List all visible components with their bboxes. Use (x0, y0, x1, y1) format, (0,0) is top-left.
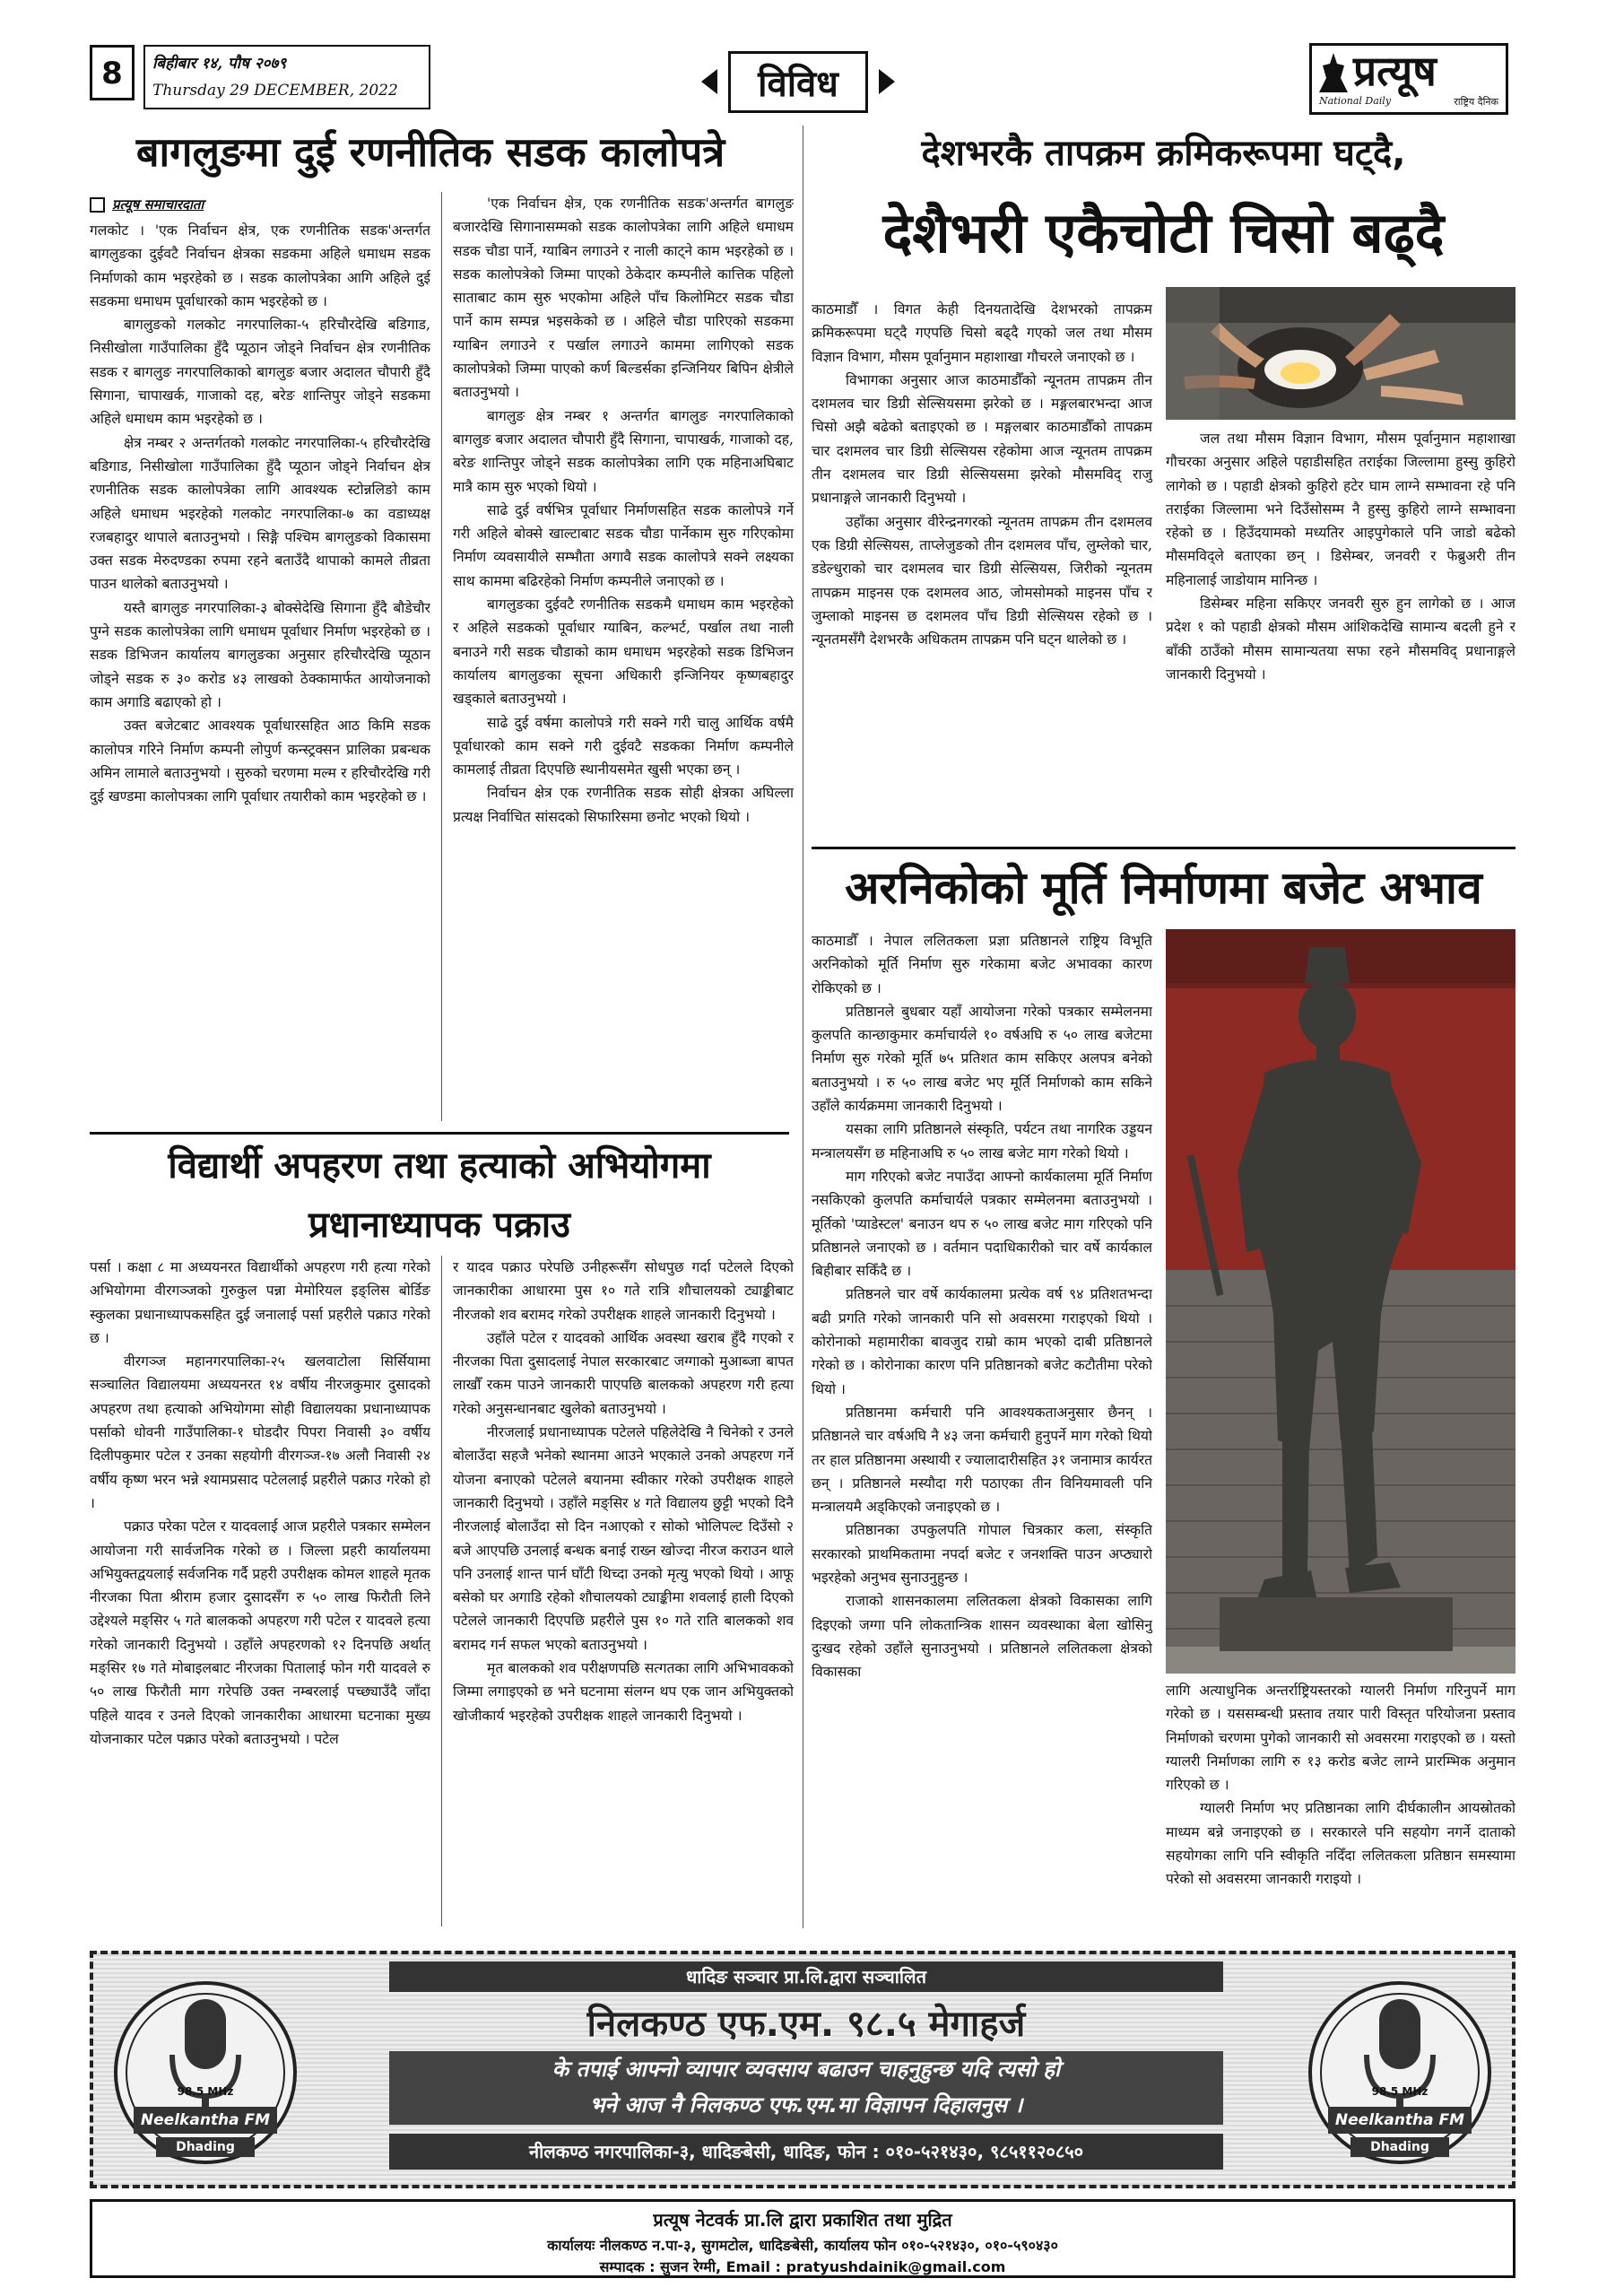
article3-kicker: देशभरकै तापक्रम क्रमिकरूपमा घट्दै, (921, 133, 1406, 174)
photo-fire-hands (1166, 287, 1515, 420)
publisher-footer (90, 2199, 1515, 2278)
logo-name: प्रत्यूष (1353, 47, 1437, 95)
paragraph: साढे दुई वर्षभित्र पूर्वाधार निर्माणसहित सडक कालोपत्रे गर्ने गरी अहिले बोक्से खाल्टाबाट सडक चौडा पार्नेकाम सुरु गरिएकोमा निर्माण व्यवसायीले सम्भौता अगावै सडक कालोपत्रे सक्ने लक्ष्यका साथ काममा बढिरहेको निर्माण कम्पनीले जनाएको छ । (453, 501, 794, 589)
paragraph: प्रतिष्ठानका उपकुलपति गोपाल चित्रकार कला, संस्कृति सरकारको प्राथमिकतामा नपर्दा बजेट र जनशक्ति पाउन अप्ठ्यारो भइरहेको अनुभव सुनाउनुहुन्छ । (812, 1522, 1152, 1587)
footer-publisher: प्रत्यूष नेटवर्क प्रा.लि द्वारा प्रकाशित तथा मुद्रित (653, 2209, 952, 2231)
article2-col2 (453, 1256, 794, 1926)
logo-freq: 98.5 MHz (177, 2085, 234, 2098)
paragraph: साढे दुई वर्षमा कालोपत्रे गरी सक्ने गरी चालु आर्थिक वर्षमै पूर्वाधारको काम सक्ने गरी दुईवटै सडकका निर्माण कम्पनीले कामलाई तीव्रता दिएपछि स्थानीयसमेत खुसी भएका छन् । (453, 714, 794, 778)
right-triangle-icon (879, 69, 895, 94)
logo-station-name: Neelkantha FM (1334, 2111, 1465, 2129)
neelkantha-fm-advertisement (90, 1951, 1515, 2188)
article2-top-rule (90, 1132, 789, 1135)
logo-station-name: Neelkantha FM (140, 2111, 271, 2129)
footer-office: कार्यालयः नीलकण्ठ न.पा-३, सुगमटोल, धादिङबेसी, कार्यालय फोन ०१०-५२१४३०, ०१०-५९०४३० (547, 2237, 1058, 2254)
byline-text: प्रत्यूष समाचारदाता (112, 196, 204, 213)
paragraph: विभागका अनुसार आज काठमाडौँको न्यूनतम तापक्रम तीन दशमलव चार डिग्री सेल्सियसमा झरेको छ । मङ्गलबारभन्दा आज चिसो अझै बढेको बताइएको छ । मङ्गलबार काठमाडौँको तापक्रम चार दशमलव चार डिग्री सेल्सियस रहेकोमा आज न्यूनतम तापक्रम तीन दशमलव चार डिग्री सेल्सियसमा झरेको मौसमविद् राजु प्रधानाङ्गले जानकारी दिनुभयो । (812, 371, 1152, 507)
logo-place: Dhading (176, 2140, 235, 2154)
paragraph: डिसेम्बर महिना सकिएर जनवरी सुरु हुन लागेको छ । आज प्रदेश १ को पहाडी क्षेत्रको मौसम आंशिकदेखि सामान्य बदली हुने र बाँकी ठाउँको मौसम सामान्यतया सफा रहने मौसमविद् प्रधानाङ्गले जानकारी दिनुभयो । (1166, 596, 1515, 683)
article3-headline: देशैभरी एकैचोटी चिसो बढ्दै (882, 200, 1445, 265)
paragraph: यसका लागि प्रतिष्ठानले संस्कृति, पर्यटन तथा नागरिक उड्डयन मन्त्रालयसँग छ महिनाअघि रु ५० लाख बजेट माग गरेको थियो । (812, 1121, 1152, 1161)
ad-message (389, 2051, 1223, 2125)
paragraph: उहाँले पटेल र यादवको आर्थिक अवस्था खराब हुँदै गएको र नीरजका पिता दुसादलाई नेपाल सरकारबाट जग्गाको मुआब्जा बापत लाखौँ रकम पाउने जानकारी पाएपछि बालकको अपहरण गरी हत्या गरेको अनुसन्धानबाट खुलेको बताउनुभयो । (453, 1329, 794, 1417)
neelkantha-logo-left (102, 1972, 308, 2174)
article1-credit (90, 196, 430, 213)
ad-message-line2: भने आज नै निलकण्ठ एफ.एम.मा विज्ञापन दिहालनुस । (589, 2092, 1023, 2118)
article2-col1 (90, 1256, 430, 1926)
column-divider (441, 1256, 442, 1926)
article2-headline-line2: प्रधानाध्यापक पक्राउ (308, 1205, 570, 1246)
ad-address: नीलकण्ठ नगरपालिका-३, धादिङबेसी, धादिङ, फोन : ०१०-५२१४३०, ९८५११२०८५० (389, 2134, 1223, 2170)
masthead-logo (1309, 43, 1508, 115)
paragraph: नीरजलाई प्रधानाध्यापक पटेलले पहिलेदेखि नै चिनेको र उनले बोलाउँदा सहजै भनेको स्थानमा आउने भएकाले उनको अपहरण गर्ने योजना बनाएको पटेलले बयानमा स्वीकार गरेको उपरीक्षक शाहले जानकारी दिनुभयो । उहाँले मङ्सिर ४ गते विद्यालय छुट्टी भएको दिनै नीरजलाई बोलाउँदा सो दिन नआएको र सोको भोलिपल्ट दिउँसो २ बजे आएपछि उनलाई बन्धक बनाई राख्न खोज्दा नीरज कराउन थाले पनि उनलाई शान्त पार्न घाँटी थिच्दा उनको मृत्यु भएको थियो । आफू बसेको घर अगाडि रहेको शौचालयको ट्याङ्कीमा शवलाई हाली दिएको पटेलले जानकारी दिएपछि प्रहरीले पुस १० गते राति बालकको शव बरामद गर्न सफल भएको बताउनुभयो । (453, 1424, 794, 1653)
article4-headline: अरनिकोको मूर्ति निर्माणमा बजेट अभाव (845, 862, 1482, 914)
paragraph: जल तथा मौसम विज्ञान विभाग, मौसम पूर्वानुमान महाशाखा गौचरका अनुसार अहिले पहाडीसहित तराईका जिल्लामा हुस्सु कुहिरो लागेको छ । पहाडी क्षेत्रको कुहिरो हटेर घाम लाग्ने सम्भावना रहे पनि तराईका जिल्लामा भने दिउँसोसम्म नै हुस्सु कुहिरो लाग्ने सम्भावना रहेको छ । हिउँदयामको मध्यतिर आइपुगेकाले पनि जाडो बढेको मौसमविद्ले बताएका छन् । डिसेम्बर, जनवरी र फेब्रुअरी तीन महिनालाई जाडोयाम मानिन्छ । (1166, 430, 1515, 588)
ad-title: निलकण्ठ एफ.एम. ९८.५ मेगाहर्ज (586, 2004, 1026, 2045)
left-triangle-icon (701, 69, 717, 94)
article4-top-rule (812, 847, 1515, 849)
byline-square-icon (90, 197, 105, 213)
paragraph: र यादव पक्राउ परेपछि उनीहरूसँग सोधपुछ गर्दा पटेलले दिएको जानकारीका आधारमा पुस १० गते रात्रि शौचालयको ट्याङ्कीबाट नीरजको शव बरामद गरेको उपरीक्षक शाहले जानकारी दिनुभयो । (453, 1259, 794, 1323)
paragraph: गलकोट । 'एक निर्वाचन क्षेत्र, एक रणनीतिक सडक'अन्तर्गत बागलुङका दुईवटै निर्वाचन क्षेत्रका सडकमा अहिले धमाधम सडक निर्माणको काम भइरहेको छ । सडक कालोपत्रेका आगि अहिले दुई सडकमा धमाधम पूर्वाधारको काम भइरहेको छ । (90, 222, 430, 309)
paragraph: बागलुङ क्षेत्र नम्बर १ अन्तर्गत बागलुङ नगरपालिकाको बागलुङ बजार अदालत चौपारी हुँदै सिगाना, चापाखर्क, गाजाको दह, बरेङ शान्तिपुर जोड्ने सडक कालोपत्रेका लागि एक महिनाअघिबाट मात्रै काम सुरु भएको थियो । (453, 407, 794, 495)
section-label: विविध (728, 51, 868, 113)
issue-date (143, 45, 430, 109)
hands-warming-photo (1166, 287, 1515, 420)
paragraph: मृत बालकको शव परीक्षणपछि सत्गतका लागि अभिभावकको जिम्मा लगाइएको छ भने घटनामा संलग्न थप एक जान अभियुक्तको खोजीकार्य भइरहेको उपरीक्षक शाहले जानकारी दिनुभयो । (453, 1660, 794, 1724)
paragraph: राजाको शासनकालमा ललितकला क्षेत्रको विकासका लागि दिइएको जग्गा पनि लोकतान्त्रिक शासन व्यवस्थाका बेला खोसिनु दुःखद रहेको उहाँले सुनाउनुभयो । प्रतिष्ठानले ललितकला क्षेत्रको विकासका (812, 1593, 1152, 1681)
paragraph: पक्राउ परेका पटेल र यादवलाई आज प्रहरीले पत्रकार सम्मेलन आयोजना गरी सार्वजनिक गरेको छ । जिल्ला प्रहरी कार्यालयमा अभियुक्तद्वयलाई सर्वजनिक गर्दै प्रहरी उपरीक्षक कोमल शाहले मृतक नीरजका पिता श्रीराम हजार दुसादसँग रु ५० लाख फिरौती लिने उद्देश्यले मङ्सिर ५ गते बालकको अपहरण गरी पटेल र यादवले हत्या गरेको जानकारी दिनुभयो । उहाँले अपहरणको १२ दिनपछि अर्थात् मङ्सिर १७ गते मोबाइलबाट नीरजका पितालाई फोन गरी यादवले रु ५० लाख फिरौती माग गरेपछि उक्त नम्बरलाई पच्छ्याउँदै जाँदा पहिले यादव र उनले दिएको जानकारीका आधारमा घटनाका मुख्य योजनाकार पटेल पक्राउ परेको बताउनुभयो । पटेल (90, 1518, 430, 1747)
article4-caption-text (1166, 1679, 1515, 1928)
logo-freq: 98.5 MHz (1371, 2085, 1429, 2098)
section-banner (664, 50, 933, 113)
photo-statue (1166, 929, 1515, 1674)
ad-operator: धादिङ सञ्चार प्रा.लि.द्वारा सञ्चालित (389, 1961, 1223, 1992)
article1-col2 (453, 192, 794, 1121)
page-number: 8 (90, 45, 135, 100)
paragraph: काठमाडौँ । नेपाल ललितकला प्रज्ञा प्रतिष्ठानले राष्ट्रिय विभूति अरनिकोको मूर्ति निर्माण सुरु गरेकामा बजेट अभावका कारण रोकिएको छ । (812, 933, 1152, 996)
caption-paragraph: ग्यालरी निर्माण भए प्रतिष्ठानका लागि दीर्घकालीन आयस्रोतको माध्यम बन्ने जनाइएको छ । सरकारले पनि सहयोग नगर्ने दाताको सहयोगका लागि पनि स्वीकृति नदिँदा ललितकला प्रतिष्ठान समस्यामा परेको सो अवसरमा जानकारी गराइयो । (1166, 1800, 1515, 1888)
paragraph: निर्वाचन क्षेत्र एक रणनीतिक सडक सोही क्षेत्रका अघिल्ला प्रत्यक्ष निर्वाचित सांसदको सिफारिसमा छनोट भएको थियो । (453, 785, 794, 825)
article3-col2 (1166, 427, 1515, 848)
article3-col1 (812, 298, 1152, 845)
ad-message-line1: के तपाई आफ्नो व्यापार व्यवसाय बढाउन चाहनुहुन्छ यदि त्यसो हो (551, 2057, 1061, 2082)
arniko-statue-photo (1166, 929, 1515, 1674)
logo-place: Dhading (1370, 2140, 1429, 2154)
paragraph: काठमाडौँ । विगत केही दिनयतादेखि देशभरको तापक्रम क्रमिकरूपमा घट्दै गएपछि चिसो बढ्दै गएको जल तथा मौसम विज्ञान विभाग, मौसम पूर्वानुमान महाशाखा गौचरले जनाएको छ । (812, 301, 1152, 365)
paragraph: पर्सा । कक्षा ८ मा अध्ययनरत विद्यार्थीको अपहरण गरी हत्या गरेको अभियोगमा वीरगञ्जको गुरुकुल पन्ना मेमोरियल इङ्लिस बोर्डिङ स्कुलका प्रधानाध्यापकसहित दुई जनालाई पर्सा प्रहरीले पक्राउ गरेको छ । (90, 1259, 430, 1346)
article1-headline: बागलुङमा दुई रणनीतिक सडक कालोपत्रे (135, 128, 725, 176)
neelkantha-logo-right (1297, 1972, 1503, 2174)
date-english: Thursday 29 DECEMBER, 2022 (152, 82, 398, 100)
footer-editor: सम्पादक : सुजन रेग्मी, Email : pratyushdainik@gmail.com (599, 2258, 1006, 2275)
paragraph: माग गरिएको बजेट नपाउँदा आफ्नो कार्यकालमा मूर्ति निर्माण नसकिएको कुलपति कर्माचार्यले पत्रकार सम्मेलनमा बताउनुभयो । मूर्तिको 'प्याडेस्टल' बनाउन थप रु ५० लाख बजेट माग गरिएको पनि प्रतिष्ठानले जनाएको छ । वर्तमान पदाधिकारीको चार वर्षे कार्यकाल बिहीबार सकिँदै छ । (812, 1168, 1152, 1280)
paragraph: उहाँका अनुसार वीरेन्द्रनगरको न्यूनतम तापक्रम तीन दशमलव एक डिग्री सेल्सियस, ताप्लेजुङको तीन दशमलव पाँच, लुम्लेको चार, डडेल्धुराको चार दशमलव चार डिग्री सेल्सियस, जिरीको न्यूनतम तापक्रम माइनस एक दशमलव आठ, जोमसोमको माइनस पाँच र जुम्लाको माइनस छ दशमलव पाँच डिग्री सेल्सियस रहेको छ । न्यूनतमसँगै देशभरकै अधिकतम तापक्रम पनि घट्न थालेको छ । (812, 513, 1152, 648)
column-divider (441, 192, 442, 1121)
paragraph: क्षेत्र नम्बर २ अन्तर्गतको गलकोट नगरपालिका-५ हरिचौरदेखि बडिगाड, निसीखोला गाउँपालिका हुँदै प्यूठान जोड्ने निर्वाचन क्षेत्र रणनीतिक सडक कालोपत्रेका लागि आवश्यक स्टोन्नलिङो काम अहिले धमाधम भइरहेको गलकोट नगरपालिका-७ का वडाध्यक्ष रजबहादुर थापाले बताउनुभयो । सिङ्गै पश्चिम बागलुङको विकासमा उक्त सडक मेरुदण्डका रुपमा रहने बताउँदै थापाको कामले तीव्रता पाउन थालेको बताउनुभयो । (90, 434, 430, 593)
paragraph: प्रतिष्ठानले बुधबार यहाँ आयोजना गरेको पत्रकार सम्मेलनमा कुलपति कान्छाकुमार कर्माचार्यले १० वर्षअघि रु ५० लाख बजेटमा निर्माण सुरु गरेको मूर्ति ७५ प्रतिशत काम सकिएर अलपत्र बनेको बताउनुभयो । रु ५० लाख बजेट भए मूर्ति निर्माणको काम सकिने उहाँले कार्यक्रममा जानकारी दिनुभयो । (812, 1003, 1152, 1115)
article1-col1 (90, 219, 430, 1121)
date-nepali: बिहीबार १४, पौष २०७९ (152, 55, 287, 73)
article2-headline-line1: विद्यार्थी अपहरण तथा हत्याको अभियोगमा (168, 1145, 711, 1187)
caption-paragraph: लागि अत्याधुनिक अन्तर्राष्ट्रियस्तरको ग्यालरी निर्माण गरिनुपर्ने माग गरेको छ । यससम्बन्धी प्रस्ताव तयार पारी विस्तृत परियोजना प्रस्ताव निर्माणको चरणमा पुगेको जानकारी सो अवसरमा गराइएको छ । यस्तो ग्यालरी निर्माणका लागि रु १३ करोड बजेट लाग्ने प्रारम्भिक अनुमान गरिएको छ । (1166, 1683, 1515, 1794)
paragraph: बागलुङको गलकोट नगरपालिका-५ हरिचौरदेखि बडिगाड, निसीखोला गाउँपालिका हुँदै प्यूठान जोड्ने निर्वाचन क्षेत्र रणनीतिक सडक र बागलुङ नगरपालिकाको बागलुङ बजार अदालत चौपारी हुँदै सिगाना, चापाखर्क, गाजाको दह, बरेङ शान्तिपुर जोड्ने सडकमा अहिले धमाधम काम भइरहेको छ । (90, 317, 430, 428)
paragraph: यस्तै बागलुङ नगरपालिका-३ बोक्सेदेखि सिगाना हुँदै बौडेचौर पुग्ने सडक कालोपत्रेका लागि धमाधम पूर्वाधार निर्माण भइरहेको छ । सडक डिभिजन कार्यालय बागलुङका अनुसार हरिचौरदेखि प्यूठान जोड्ने सडक रु ३० करोड ४३ लाखको ठेक्कामार्फत आयोजनाको काम अगाडि बढाएको हो । (90, 599, 430, 710)
article4-col1 (812, 929, 1152, 1928)
stupa-emblem-icon (1317, 51, 1350, 96)
paragraph: 'एक निर्वाचन क्षेत्र, एक रणनीतिक सडक'अन्तर्गत बागलुङ बजारदेखि सिगानासम्मको सडक कालोपत्रेका लागि अहिले धमाधम सडक चौडा पार्ने, ग्याबिन लगाउने र नाली काट्ने काम भइरहेको छ । सडक कालोपत्रेको जिम्मा पाएको ठेकेदार कम्पनीले कात्तिक पहिलो साताबाट काम सुरु भएकोमा अहिले पाँच किलोमिटर सडक चौडा पार्ने काम सम्पन्न भइसकेको छ । अहिले चौडा पारिएको सडकमा ग्याबिन लगाउने र पर्खाल लगाउने काममा लागिएको सडक कालोपत्रेको जिम्मा पाएको कर्ण बिल्डर्सका इन्जिनियर बिपिन क्षेत्रीले बताउनुभयो । (453, 196, 794, 401)
paragraph: उक्त बजेटबाट आवश्यक पूर्वाधारसहित आठ किमि सडक कालोपत्र गरिने निर्माण कम्पनी लोपुर्ण कन्स्ट्रक्सन प्रालिका प्रबन्धक अमिन लामाले बताउनुभयो । सुरुको चरणमा मल्म र हरिचौरदेखि गरी दुई खण्डमा कालोपत्रका लागि पूर्वाधार तयारीको काम भइरहेको छ । (90, 718, 430, 805)
paragraph: प्रतिष्ठानमा कर्मचारी पनि आवश्यकताअनुसार छैनन् । प्रतिष्ठानले चार वर्षअघि नै ४३ जना कर्मचारी हुनुपर्ने माग गरेको थियो तर हाल प्रतिष्ठानमा अस्थायी र ज्यालादारीसहित ३१ जनामात्र कार्यरत छन् । प्रतिष्ठानले मस्यौदा गरी पठाएका तीन विनियमावली पनि मन्त्रालयमै अड्किएको जनाइएको छ । (812, 1404, 1152, 1516)
logo-sub-left: National Daily (1319, 95, 1392, 107)
paragraph: बागलुङका दुईवटै रणनीतिक सडकमै धमाधम काम भइरहेको र अहिले सडकको पूर्वाधार ग्याबिन, कल्भर्ट, पर्खाल तथा नाली बनाउने गरी सडक चौडाको काम धमाधम भइरहेको सडक डिभिजन कार्यालय बागलुङका सूचना अधिकारी इन्जिनियर कृष्णबहादुर खड्काले बताउनुभयो । (453, 596, 794, 708)
paragraph: प्रतिष्ठनले चार वर्षे कार्यकालमा प्रत्येक वर्ष ९४ प्रतिशतभन्दा बढी प्रगति गरेको जानकारी पनि सो अवसरमा गराइएको थियो । कोरोनाको महामारीका बावजुद राम्रो काम भएको दाबी प्रतिष्ठानले गरेको छ । कोरोनाका कारण पनि प्रतिष्ठानको बजेट कटौतीमा परेको थियो । (812, 1286, 1152, 1397)
logo-sub-right: राष्ट्रिय दैनिक (1454, 96, 1498, 108)
paragraph: वीरगञ्ज महानगरपालिका-२५ खलवाटोला सिर्सियामा सञ्चालित विद्यालयमा अध्ययनरत १४ वर्षीय नीरजकुमार दुसादको अपहरण तथा हत्याको अभियोगमा सोही विद्यालयका प्रधानाध्यापक पर्साको धोवनी गाउँपालिका-१ घोडदौर पिपरा निवासी ३० वर्षीय दिलीपकुमार पटेल र उनका सहयोगी वीरगञ्ज-१७ अलौ निवासी २४ वर्षीय कृष्ण भरन भन्ने श्यामप्रसाद पटेललाई प्रहरीले पक्राउ गरेको हो । (90, 1353, 430, 1511)
